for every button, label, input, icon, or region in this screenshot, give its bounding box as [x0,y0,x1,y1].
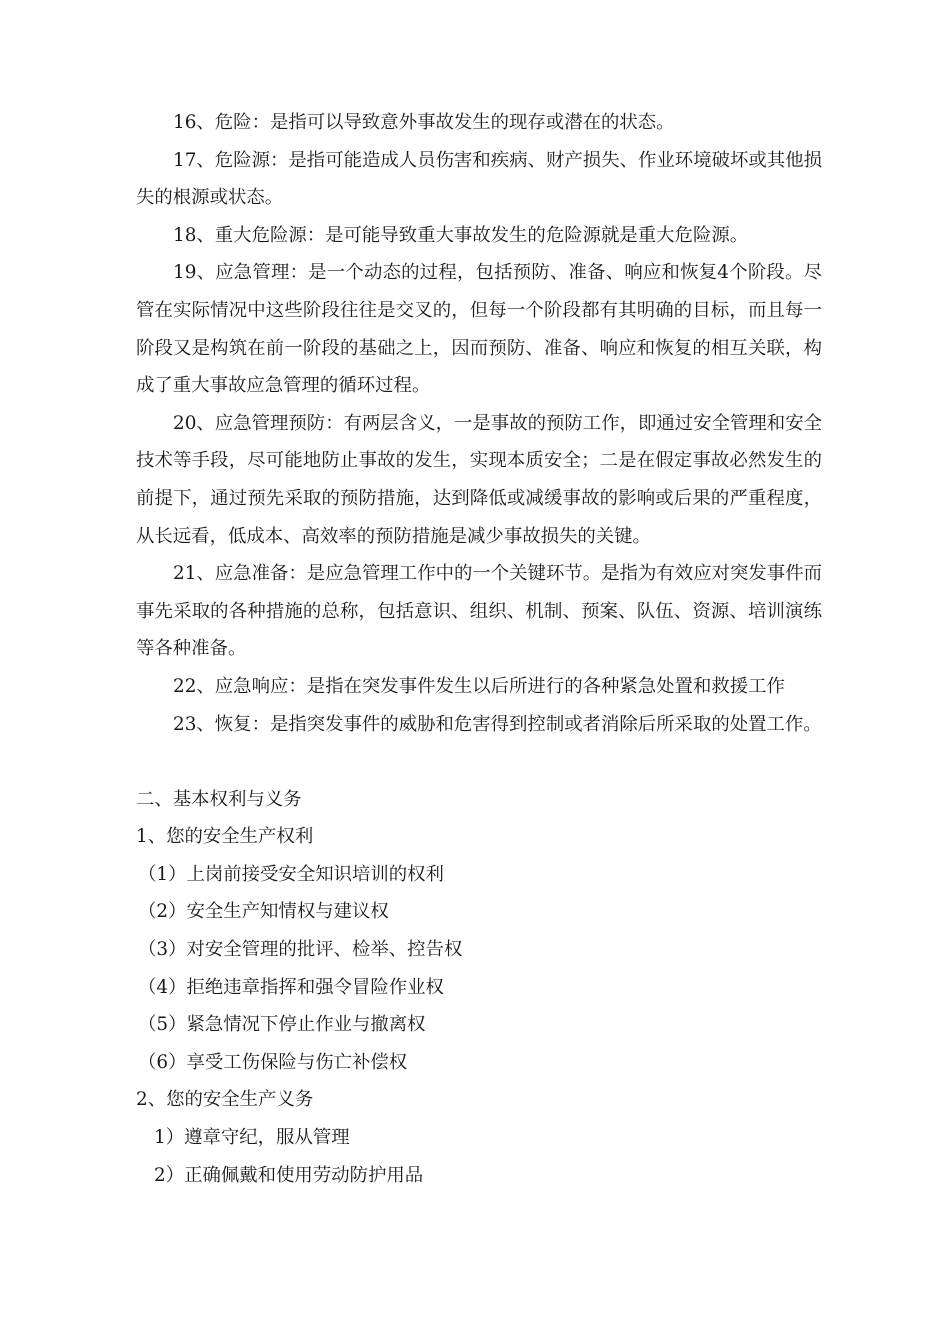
definition-22: 22、应急响应：是指在突发事件发生以后所进行的各种紧急处置和救援工作 [173,675,785,697]
blank-line [136,743,822,781]
document-page [136,104,822,1194]
definition-19: 19、应急管理：是一个动态的过程，包括预防、准备、响应和恢复4个阶段。尽管在实际情况中这些阶段往往是交叉的，但每一个阶段都有其明确的目标，而且每一阶段又是构筑在前一阶段的基础之上，因而预防、准备、响应和恢复的相互关联，构成了重大事故应急管理的循环过程。 [136,262,822,397]
rights-item: （1）上岗前接受安全知识培训的权利 [138,863,444,885]
rights-item: （6）享受工伤保险与伤亡补偿权 [138,1051,408,1073]
rights-heading: 1、您的安全生产权利 [136,826,314,848]
definition-17: 17、危险源：是指可能造成人员伤害和疾病、财产损失、作业环境破坏或其他损失的根源或状态。 [136,149,822,209]
rights-item: （5）紧急情况下停止作业与撤离权 [138,1014,426,1036]
duties-heading: 2、您的安全生产义务 [136,1089,314,1111]
rights-item: （2）安全生产知情权与建议权 [138,901,389,923]
definition-18: 18、重大危险源：是可能导致重大事故发生的危险源就是重大危险源。 [173,224,749,246]
duties-item: 2）正确佩戴和使用劳动防护用品 [154,1164,424,1186]
definition-23: 23、恢复：是指突发事件的威胁和危害得到控制或者消除后所采取的处置工作。 [173,713,822,735]
section-title: 二、基本权利与义务 [136,788,302,810]
definition-21: 21、应急准备：是应急管理工作中的一个关键环节。是指为有效应对突发事件而事先采取的各种措施的总称，包括意识、组织、机制、预案、队伍、资源、培训演练等各种准备。 [136,563,822,660]
rights-item: （3）对安全管理的批评、检举、控告权 [138,939,463,961]
definition-16: 16、危险：是指可以导致意外事故发生的现存或潜在的状态。 [173,112,675,133]
rights-item: （4）拒绝违章指挥和强令冒险作业权 [138,976,444,998]
duties-item: 1）遵章守纪，服从管理 [154,1127,350,1149]
definition-20: 20、应急管理预防：有两层含义，一是事故的预防工作，即通过安全管理和安全技术等手段，尽可能地防止事故的发生，实现本质安全；二是在假定事故必然发生的前提下，通过预先采取的预防措施，达到降低或减缓事故的影响或后果的严重程度，从长远看，低成本、高效率的预防措施是减少事故损失的关键。 [136,412,822,547]
